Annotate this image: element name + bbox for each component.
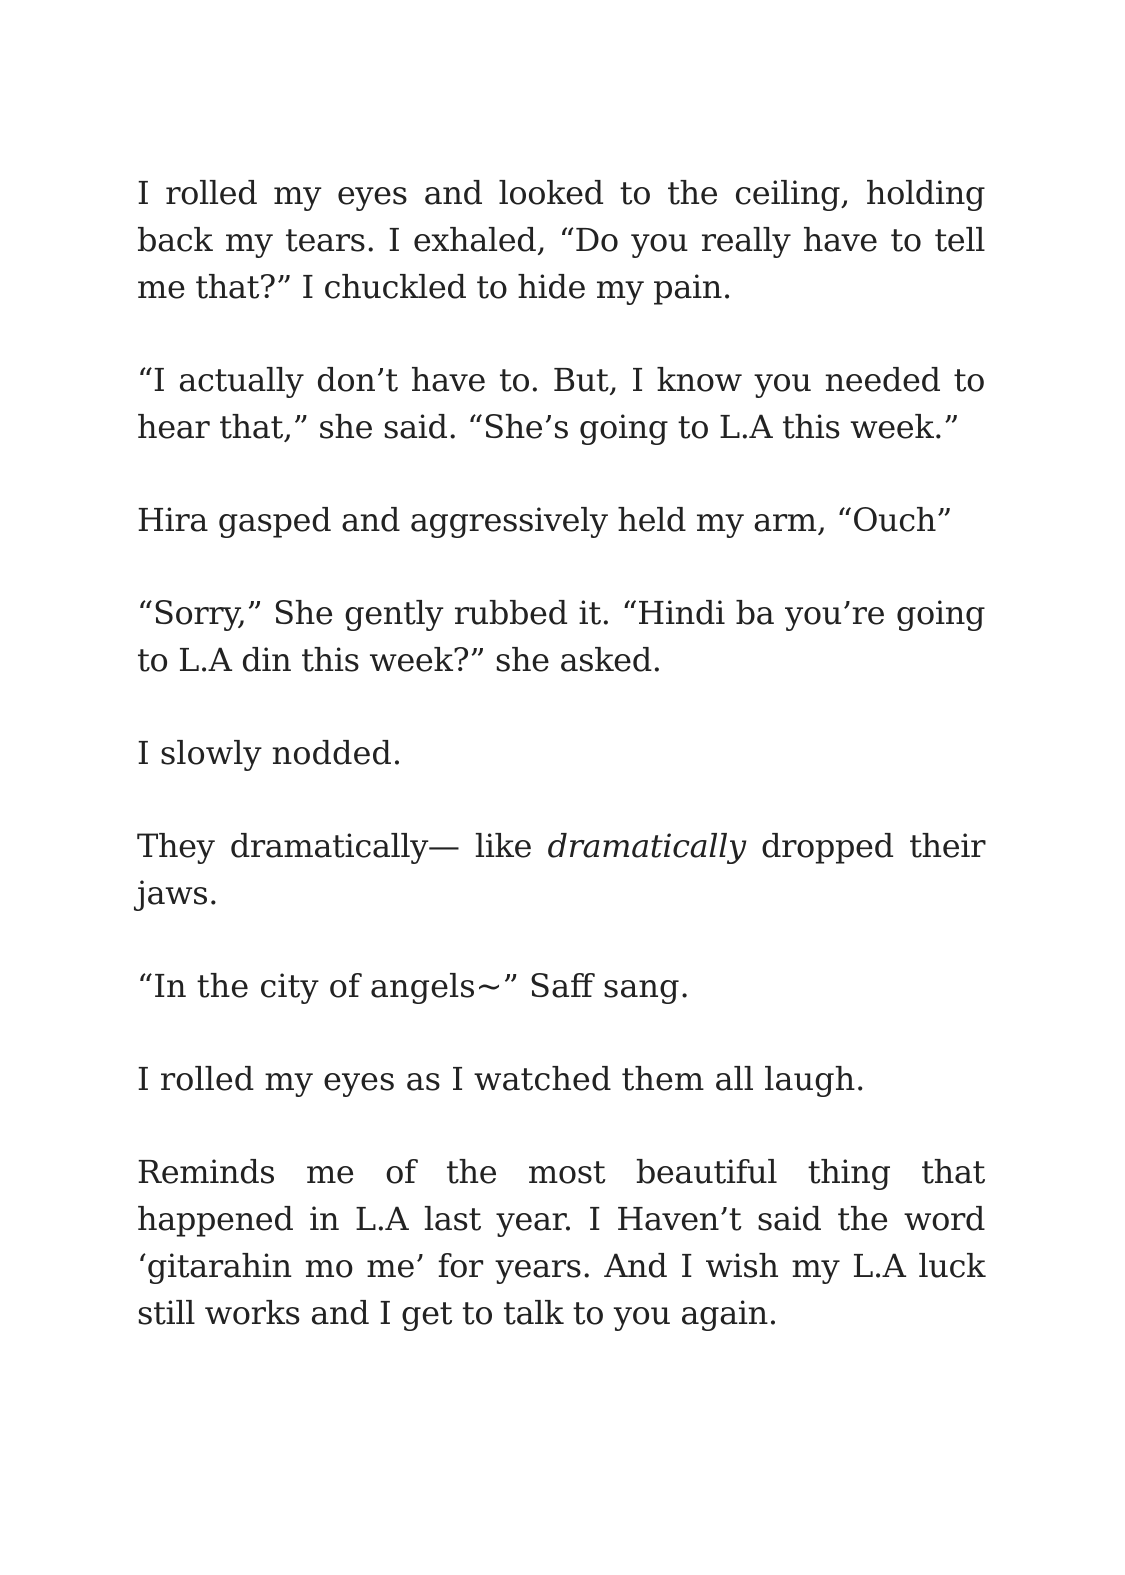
paragraph-8: I rolled my eyes as I watched them all laugh. [137,1060,866,1098]
paragraph-3: Hira gasped and aggressively held my arm, “Ouch” [137,501,952,539]
paragraph-5: I slowly nodded. [137,734,403,772]
paragraph-1: I rolled my eyes and looked to the ceiling, holding back my tears. I exhaled, “Do you really have to tell me that?” I chuckled to hide my pain. [137,174,985,306]
paragraph-7: “In the city of angels~” Saff sang. [137,967,690,1005]
paragraph-9: Reminds me of the most beautiful thing that happened in L.A last year. I Haven’t said the word ‘gitarahin mo me’ for years. And I wish my L.A luck still works and I get to talk to you again. [137,1153,985,1332]
paragraph-6-after: dropped their jaws. [137,827,986,912]
paragraph-4: “Sorry,” She gently rubbed it. “Hindi ba you’re going to L.A din this week?” she asked. [137,594,985,679]
paragraph-2: “I actually don’t have to. But, I know you needed to hear that,” she said. “She’s going to L.A this week.” [137,361,985,446]
paragraph-6-before: They dramatically— like [137,827,548,865]
paragraph-6-emphasis: dramatically [547,827,746,865]
paragraph-6 [137,823,985,917]
document-page [137,170,985,1383]
